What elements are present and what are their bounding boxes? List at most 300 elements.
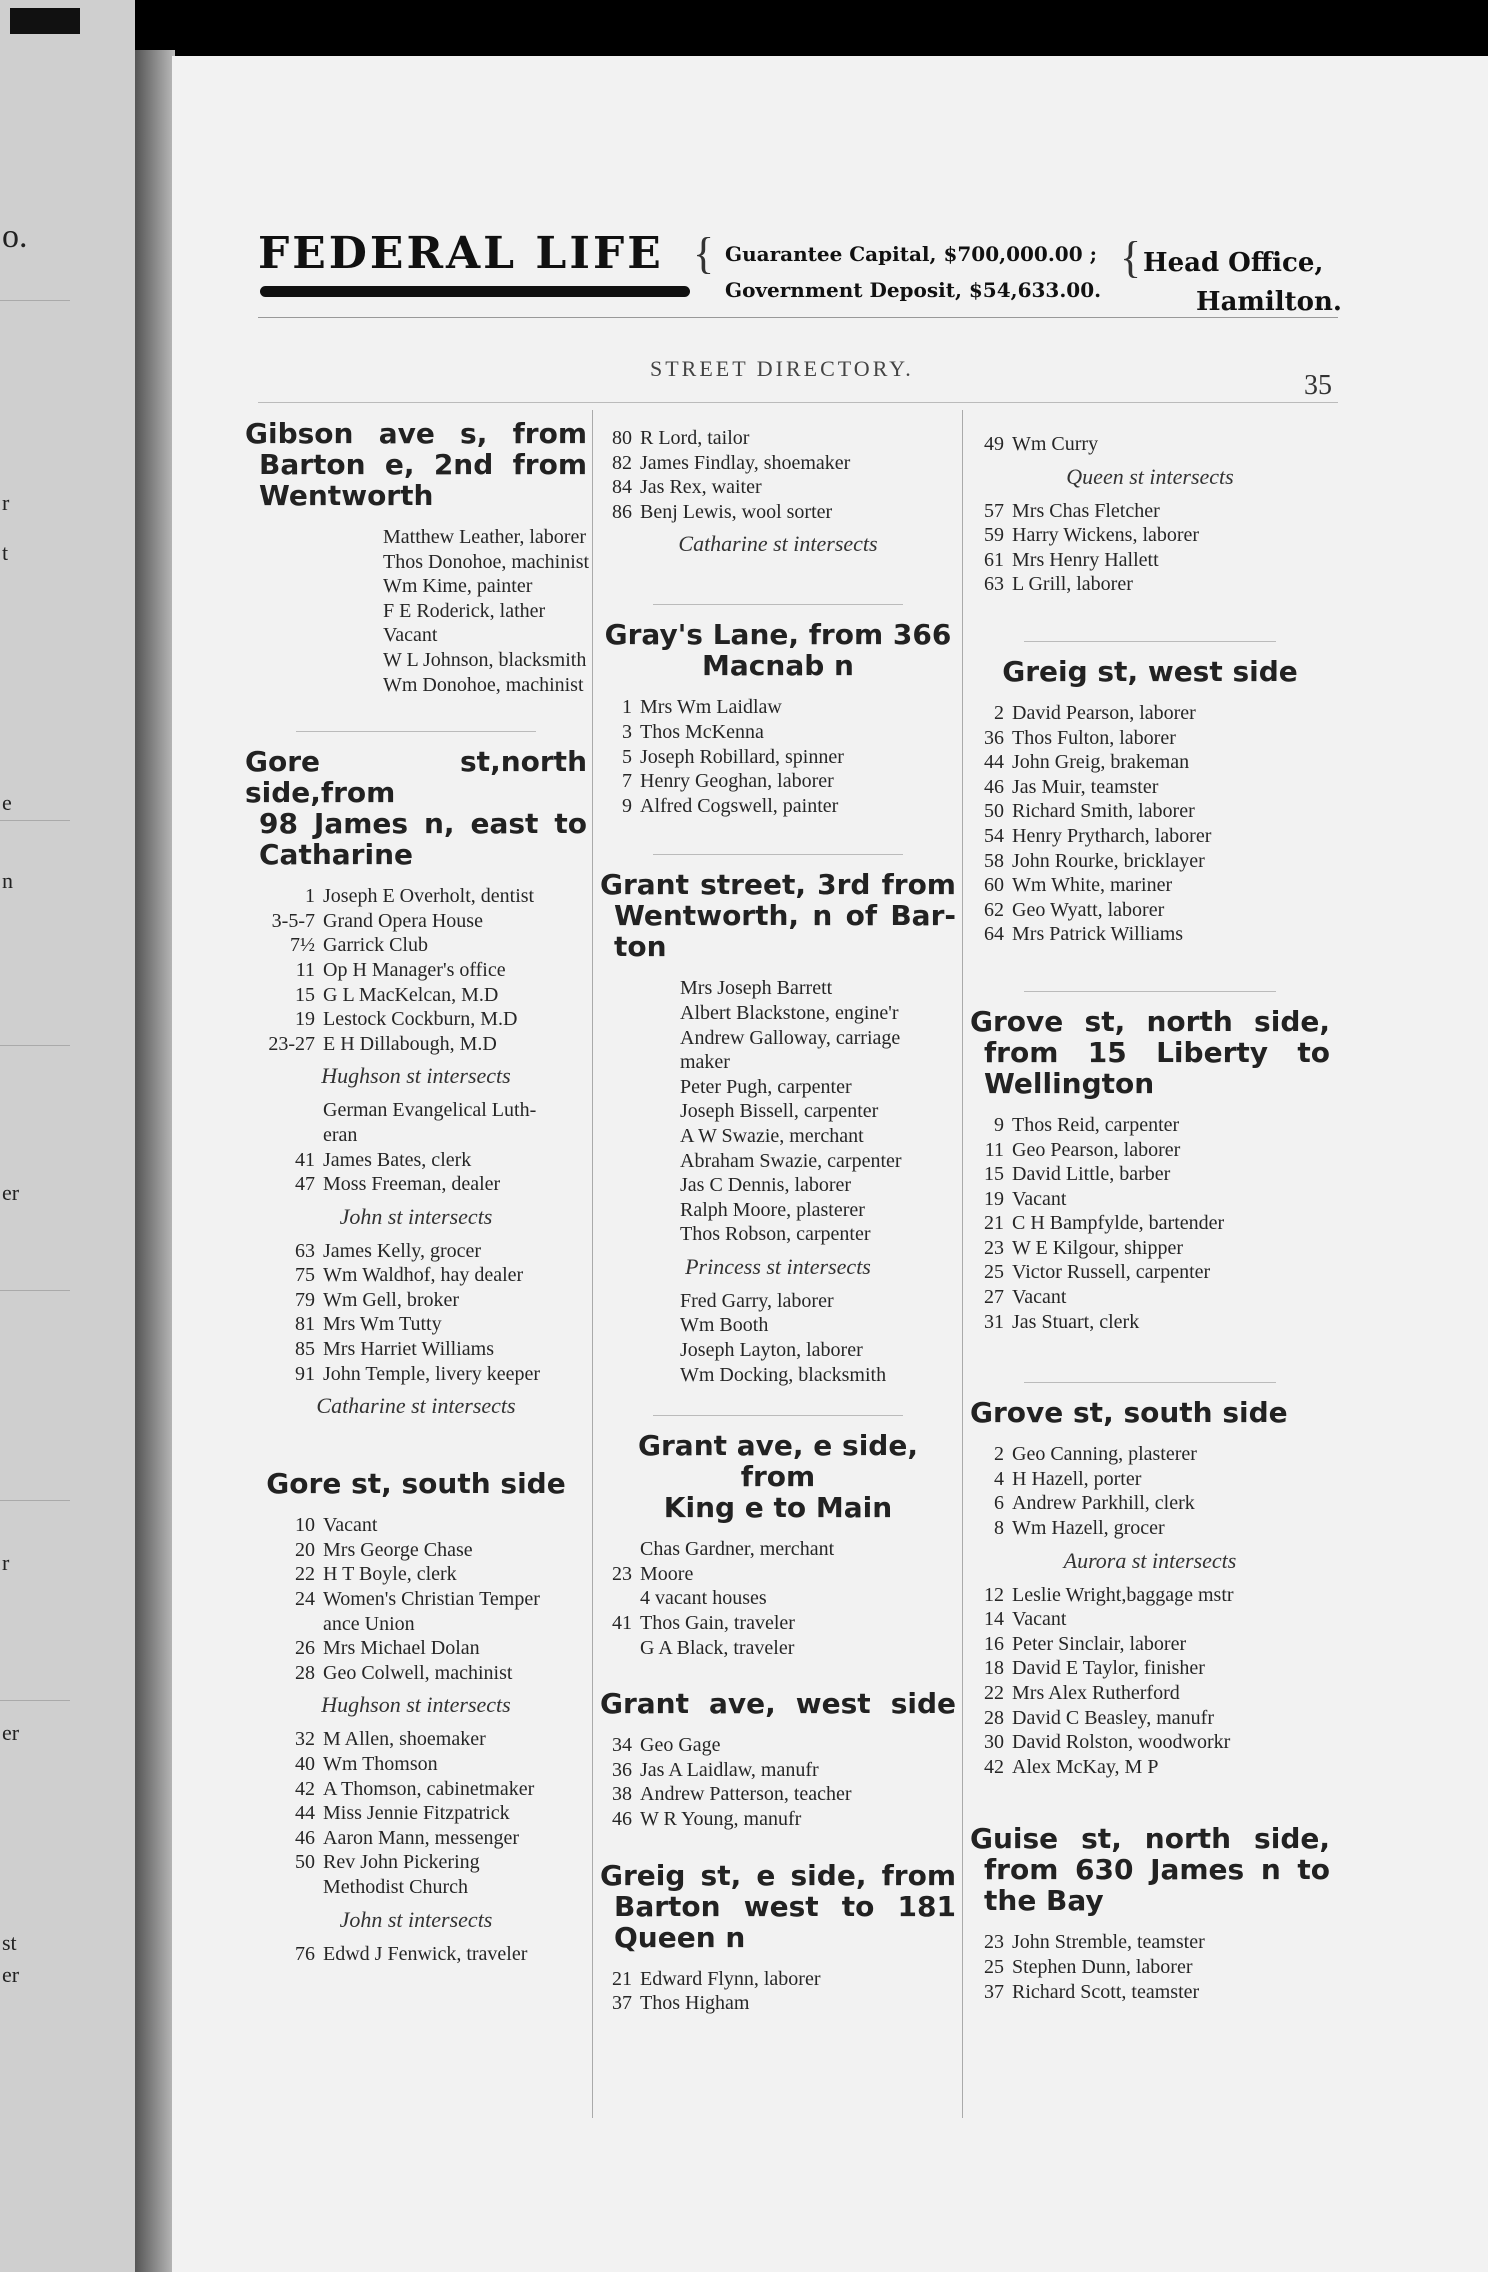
street-heading: from 630 James n to — [984, 1853, 1330, 1887]
resident: W L Johnson, blacksmith — [383, 648, 587, 671]
house-number: 7 — [622, 770, 632, 793]
resident: Joseph E Overholt, dentist — [323, 885, 535, 908]
house-number: 61 — [984, 548, 1004, 571]
resident: Moore — [640, 1562, 694, 1585]
house-number: 25 — [984, 1955, 1004, 1978]
house-number: 8 — [994, 1517, 1004, 1540]
directory-entry — [600, 1636, 956, 1661]
directory-entry — [970, 1955, 1330, 1980]
resident: David Little, barber — [1012, 1163, 1171, 1186]
resident: Wm Gell, broker — [323, 1288, 460, 1311]
street-heading: Grove st, south side — [970, 1396, 1288, 1430]
directory-entry — [245, 1148, 587, 1173]
house-number: 20 — [295, 1538, 315, 1561]
directory-entry — [245, 1752, 587, 1777]
resident: A W Swazie, merchant — [680, 1124, 864, 1147]
resident: Vacant — [1012, 1187, 1067, 1210]
house-number: 50 — [984, 800, 1004, 823]
house-number: 9 — [994, 1113, 1004, 1136]
facing-page-rule — [0, 1700, 70, 1701]
house-number: 16 — [984, 1632, 1004, 1655]
facing-page-fragment: n — [2, 868, 13, 893]
resident: Mrs Alex Rutherford — [1012, 1682, 1180, 1704]
resident: Geo Gage — [640, 1734, 721, 1757]
street-section — [970, 1779, 1330, 2004]
resident: Mrs Wm Laidlaw — [640, 696, 782, 719]
resident: David E Taylor, finisher — [1012, 1657, 1205, 1680]
intersection-note: John st intersects — [339, 1203, 493, 1229]
resident: Alex McKay, M P — [1012, 1755, 1159, 1778]
house-number: 6 — [994, 1492, 1004, 1515]
house-number: 46 — [295, 1826, 315, 1849]
resident: Grand Opera House — [323, 909, 483, 932]
directory-entry — [970, 849, 1330, 874]
house-number: 15 — [295, 983, 315, 1006]
intersection-note: John st intersects — [339, 1906, 493, 1932]
resident: James Kelly, grocer — [323, 1239, 482, 1262]
house-number: 25 — [984, 1261, 1004, 1284]
street-heading: Grove st, north side, — [970, 1004, 1330, 1038]
house-number: 5 — [622, 745, 632, 768]
resident: Geo Colwell, machinist — [323, 1661, 513, 1684]
directory-entry — [245, 1562, 587, 1587]
resident: R Lord, tailor — [640, 427, 750, 449]
resident: Mrs Michael Dolan — [323, 1637, 480, 1660]
directory-entry — [245, 1239, 587, 1264]
resident: W R Young, manufr — [640, 1808, 802, 1830]
directory-entry — [600, 1967, 956, 1992]
house-number: 4 — [994, 1467, 1004, 1490]
resident: Peter Sinclair, laborer — [1012, 1632, 1187, 1655]
directory-entry — [970, 1656, 1330, 1681]
column-3 — [970, 432, 1330, 2004]
house-number: 41 — [295, 1148, 315, 1171]
street-section — [245, 417, 590, 697]
house-number: 60 — [984, 874, 1004, 897]
directory-entry — [970, 1285, 1330, 1310]
intersection-note: Catharine st intersects — [678, 531, 878, 557]
directory-entry — [600, 1075, 956, 1100]
column-divider — [962, 410, 963, 2118]
resident: Vacant — [1012, 1286, 1067, 1309]
resident: John Temple, livery keeper — [323, 1362, 541, 1385]
facing-page-fragment: er — [2, 1180, 20, 1205]
directory-entry — [970, 1162, 1330, 1187]
running-title: STREET DIRECTORY. — [650, 356, 914, 381]
directory-entry — [970, 1260, 1330, 1285]
directory-entry — [600, 1807, 956, 1832]
house-number: 14 — [984, 1608, 1004, 1631]
resident: Henry Prytharch, laborer — [1012, 824, 1212, 847]
house-number: 49 — [984, 433, 1004, 455]
facing-page-fragment: er — [2, 1962, 20, 1987]
resident: M Allen, shoemaker — [323, 1728, 486, 1751]
resident: Thos Gain, traveler — [640, 1612, 795, 1635]
street-section — [245, 697, 587, 1420]
resident: James Findlay, shoemaker — [640, 451, 851, 474]
street-heading: 98 James n, east to — [259, 807, 587, 841]
facing-page-fragment: st — [2, 1930, 17, 1955]
street-heading: Gray's Lane, from 366 — [604, 618, 952, 652]
resident: David Pearson, laborer — [1012, 701, 1196, 724]
street-section — [245, 1428, 587, 1966]
house-number: 82 — [612, 451, 632, 474]
house-number: 64 — [984, 923, 1004, 946]
resident: Geo Wyatt, laborer — [1012, 898, 1165, 921]
head-office: Head Office, — [1143, 248, 1324, 278]
house-number: 23 — [984, 1236, 1004, 1259]
house-number: 7½ — [290, 934, 315, 957]
resident: Mrs Henry Hallett — [1012, 548, 1159, 571]
intersection-note: Princess st intersects — [685, 1253, 871, 1279]
resident: W E Kilgour, shipper — [1012, 1236, 1184, 1259]
resident: Wm Waldhof, hay dealer — [323, 1264, 524, 1287]
directory-entry — [970, 1187, 1330, 1212]
street-heading: Wentworth, n of Bar- — [614, 899, 956, 933]
intersection-note: Hughson st intersects — [321, 1063, 511, 1089]
directory-entry — [600, 720, 956, 745]
street-section — [970, 432, 1330, 597]
house-number: 11 — [295, 958, 315, 981]
facing-page-fragment: r — [2, 1550, 10, 1575]
directory-entry — [245, 1636, 587, 1661]
resident: Stephen Dunn, laborer — [1012, 1955, 1193, 1978]
directory-entry — [600, 1173, 956, 1198]
street-heading: the Bay — [984, 1884, 1104, 1918]
header-rule — [258, 317, 1338, 318]
house-number: 10 — [295, 1514, 315, 1537]
resident: Leslie Wright,baggage mstr — [1012, 1583, 1234, 1606]
directory-entry — [245, 574, 587, 599]
resident: E H Dillabough, M.D — [323, 1032, 497, 1055]
column-2 — [600, 426, 956, 2016]
directory-entry — [970, 701, 1330, 726]
directory-entry — [245, 1538, 587, 1563]
resident: C H Bampfylde, bartender — [1012, 1212, 1225, 1235]
directory-entry — [245, 933, 587, 958]
house-number: 42 — [984, 1755, 1004, 1778]
directory-entry — [245, 1850, 587, 1875]
house-number: 86 — [612, 500, 632, 523]
resident: Thos Fulton, laborer — [1012, 726, 1176, 749]
resident: H Hazell, porter — [1012, 1467, 1142, 1490]
directory-entry — [245, 1172, 587, 1197]
directory-entry — [970, 1467, 1330, 1492]
brace-left: { — [693, 229, 715, 278]
directory-entry — [970, 548, 1330, 573]
directory-entry — [600, 1026, 956, 1051]
street-section — [970, 947, 1330, 1334]
section-divider — [1024, 991, 1276, 992]
directory-entry — [600, 1198, 956, 1223]
page-number: 35 — [1304, 370, 1332, 401]
resident: Wm Booth — [680, 1314, 769, 1337]
facing-page-rule — [0, 1500, 70, 1501]
house-number: 2 — [994, 1443, 1004, 1466]
street-heading: Catharine — [259, 838, 413, 872]
house-number: 28 — [984, 1706, 1004, 1729]
resident: Jas A Laidlaw, manufr — [640, 1758, 819, 1781]
house-number: 27 — [984, 1286, 1004, 1309]
directory-entry — [970, 523, 1330, 548]
house-number: 47 — [295, 1173, 315, 1196]
house-number: 23-27 — [268, 1032, 315, 1055]
house-number: 19 — [984, 1187, 1004, 1210]
house-number: 9 — [622, 794, 632, 817]
directory-entry — [600, 1991, 956, 2016]
house-number: 63 — [984, 573, 1004, 596]
house-number: 57 — [984, 499, 1004, 522]
facing-page-fragment: er — [2, 1720, 20, 1745]
house-number: 1 — [622, 696, 632, 719]
directory-entry — [600, 1124, 956, 1149]
resident: Aaron Mann, messenger — [323, 1826, 520, 1849]
directory-entry — [245, 909, 587, 934]
resident: Miss Jennie Fitzpatrick — [323, 1802, 510, 1825]
resident: Mrs Patrick Williams — [1012, 923, 1184, 946]
resident: Wm Thomson — [323, 1753, 438, 1775]
resident: Thos Donohoe, machinist — [383, 550, 590, 573]
resident: John Greig, brakeman — [1012, 751, 1190, 774]
resident: Wm Curry — [1012, 433, 1099, 455]
resident: Henry Geoghan, laborer — [640, 770, 834, 793]
resident: Wm White, mariner — [1012, 874, 1173, 897]
house-number: 59 — [984, 524, 1004, 547]
house-number: 24 — [295, 1588, 315, 1611]
street-heading: King e to Main — [663, 1491, 893, 1525]
directory-entry — [970, 1755, 1330, 1780]
brand-underline — [260, 286, 690, 297]
resident: Jas Stuart, clerk — [1012, 1310, 1140, 1333]
directory-entry — [970, 824, 1330, 849]
directory-entry — [970, 922, 1330, 947]
head-office-city: Hamilton. — [1196, 287, 1342, 317]
resident: Joseph Bissell, carpenter — [680, 1100, 879, 1123]
street-heading: Grant ave, e side, from — [638, 1429, 918, 1494]
street-heading: Wentworth — [259, 479, 434, 512]
directory-entry — [600, 475, 956, 500]
directory-entry — [970, 775, 1330, 800]
resident: Benj Lewis, wool sorter — [640, 500, 833, 523]
directory-entry — [245, 1727, 587, 1752]
house-number: 62 — [984, 898, 1004, 921]
directory-entry — [245, 1312, 587, 1337]
resident: Wm Kime, painter — [383, 575, 533, 598]
house-number: 85 — [295, 1338, 315, 1361]
directory-entry — [970, 1310, 1330, 1335]
directory-entry — [970, 898, 1330, 923]
resident: James Bates, clerk — [323, 1148, 472, 1171]
directory-entry — [600, 1363, 956, 1388]
resident: Mrs Harriet Williams — [323, 1338, 495, 1361]
directory-entry — [245, 983, 587, 1008]
directory-entry — [245, 1587, 587, 1612]
directory-entry — [245, 1123, 587, 1148]
directory-entry — [970, 1138, 1330, 1163]
facing-page-rule — [0, 820, 70, 821]
directory-entry — [245, 1098, 587, 1123]
directory-entry — [970, 1113, 1330, 1138]
directory-entry — [970, 726, 1330, 751]
directory-entry — [600, 1338, 956, 1363]
directory-entry — [970, 432, 1330, 457]
resident: John Rourke, bricklayer — [1012, 849, 1205, 872]
street-section — [600, 818, 956, 1387]
resident: Abraham Swazie, carpenter — [680, 1149, 902, 1172]
brand-name: FEDERAL LIFE — [258, 228, 664, 279]
resident: ance Union — [323, 1612, 415, 1635]
resident: Jas Rex, waiter — [640, 476, 762, 499]
house-number: 1 — [305, 885, 315, 908]
resident: Richard Smith, laborer — [1012, 800, 1195, 823]
directory-entry — [970, 1681, 1330, 1706]
directory-entry — [600, 794, 956, 819]
directory-entry — [970, 1442, 1330, 1467]
directory-entry — [600, 451, 956, 476]
facing-page-fragment: o. — [2, 218, 28, 255]
directory-entry — [600, 1562, 956, 1587]
street-heading: Grant street, 3rd from — [600, 868, 956, 902]
section-divider — [1024, 641, 1276, 642]
facing-page-edge — [0, 0, 135, 2272]
section-divider — [1024, 1382, 1276, 1383]
house-number: 30 — [984, 1731, 1004, 1754]
street-heading: Barton e, 2nd from — [259, 448, 587, 481]
house-number: 79 — [295, 1288, 315, 1311]
directory-entry — [245, 884, 587, 909]
house-number: 76 — [295, 1942, 315, 1965]
resident: John Stremble, teamster — [1012, 1931, 1205, 1954]
street-heading: Gore st, south side — [266, 1467, 566, 1501]
directory-entry — [245, 1362, 587, 1387]
house-number: 12 — [984, 1583, 1004, 1606]
directory-entry — [245, 1337, 587, 1362]
house-number: 41 — [612, 1612, 632, 1635]
resident: G L MacKelcan, M.D — [323, 983, 499, 1006]
directory-entry — [970, 572, 1330, 597]
intersection-note: Aurora st intersects — [1063, 1547, 1237, 1573]
section-divider — [653, 854, 902, 855]
street-heading: ton — [614, 930, 667, 964]
directory-entry — [245, 1513, 587, 1538]
resident: Vacant — [383, 624, 438, 647]
resident: Andrew Patterson, teacher — [640, 1783, 852, 1806]
house-number: 36 — [984, 726, 1004, 749]
directory-entry — [970, 1491, 1330, 1516]
directory-entry — [245, 1942, 587, 1967]
facing-page-rule — [0, 1290, 70, 1291]
street-section — [600, 1387, 956, 1660]
directory-entry — [970, 1730, 1330, 1755]
resident: Vacant — [323, 1514, 378, 1537]
directory-entry — [245, 1661, 587, 1686]
directory-entry — [600, 1782, 956, 1807]
house-number: 50 — [295, 1851, 315, 1874]
directory-entry — [600, 1537, 956, 1562]
resident: Jas Muir, teamster — [1012, 775, 1159, 798]
directory-entry — [600, 1586, 956, 1611]
title-rule — [258, 402, 1338, 403]
street-heading: Gore st,north side,from — [245, 745, 587, 810]
directory-entry — [245, 1875, 587, 1900]
resident: Methodist Church — [323, 1875, 468, 1898]
street-heading: Wellington — [984, 1066, 1155, 1100]
directory-entry — [245, 958, 587, 983]
black-tab — [10, 8, 80, 34]
facing-page-fragment: t — [2, 540, 9, 565]
guarantee-capital: Guarantee Capital, $700,000.00 ; — [725, 242, 1097, 266]
resident: Op H Manager's office — [323, 958, 506, 981]
house-number: 44 — [984, 751, 1004, 774]
facing-page-fragment: e — [2, 790, 12, 815]
street-section — [600, 566, 956, 818]
house-number: 91 — [295, 1362, 315, 1385]
street-heading: Greig st, e side, from — [600, 1858, 956, 1892]
house-number: 81 — [295, 1313, 315, 1336]
resident: Geo Pearson, laborer — [1012, 1138, 1181, 1161]
intersection-note: Queen st intersects — [1066, 463, 1234, 489]
resident: David C Beasley, manufr — [1012, 1706, 1214, 1729]
street-heading: Gibson ave s, from — [245, 417, 587, 450]
resident: Jas C Dennis, laborer — [680, 1174, 852, 1197]
directory-entry — [600, 426, 956, 451]
directory-entry — [970, 1211, 1330, 1236]
street-heading: Greig st, west side — [1002, 654, 1298, 688]
directory-entry — [970, 1980, 1330, 2005]
house-number: 40 — [295, 1753, 315, 1775]
resident: Vacant — [1012, 1608, 1067, 1631]
directory-entry — [600, 976, 956, 1001]
section-divider — [653, 604, 902, 605]
resident: Thos Reid, carpenter — [1012, 1113, 1180, 1136]
resident: Albert Blackstone, engine'r — [680, 1001, 899, 1024]
street-section — [600, 1660, 956, 1831]
directory-entry — [600, 1050, 956, 1075]
resident: Fred Garry, laborer — [680, 1289, 834, 1312]
directory-entry — [970, 1583, 1330, 1608]
directory-entry — [600, 1001, 956, 1026]
resident: Alfred Cogswell, painter — [640, 794, 839, 817]
directory-entry — [970, 799, 1330, 824]
section-divider — [653, 1415, 902, 1416]
gutter-shadow — [135, 50, 175, 2272]
resident: 4 vacant houses — [640, 1587, 767, 1610]
directory-entry — [245, 525, 587, 550]
directory-entry — [245, 550, 590, 575]
street-heading: Grant ave, west side — [600, 1687, 956, 1721]
resident: Mrs Wm Tutty — [323, 1313, 442, 1336]
directory-entry — [245, 1032, 587, 1057]
directory-entry — [600, 1733, 956, 1758]
house-number: 44 — [295, 1802, 315, 1825]
street-section — [970, 1334, 1330, 1779]
resident: Geo Canning, plasterer — [1012, 1443, 1197, 1466]
resident: G A Black, traveler — [640, 1636, 795, 1659]
house-number: 84 — [612, 476, 632, 499]
street-heading: Barton west to 181 — [614, 1889, 956, 1923]
resident: Thos Higham — [640, 1992, 750, 2015]
house-number: 22 — [295, 1563, 315, 1586]
directory-entry — [970, 499, 1330, 524]
house-number: 37 — [984, 1980, 1004, 2003]
directory-entry — [245, 623, 587, 648]
directory-entry — [245, 1801, 587, 1826]
house-number: 46 — [984, 775, 1004, 798]
resident: Peter Pugh, carpenter — [680, 1075, 852, 1098]
directory-entry — [970, 1632, 1330, 1657]
directory-entry — [245, 1826, 587, 1851]
directory-entry — [970, 873, 1330, 898]
